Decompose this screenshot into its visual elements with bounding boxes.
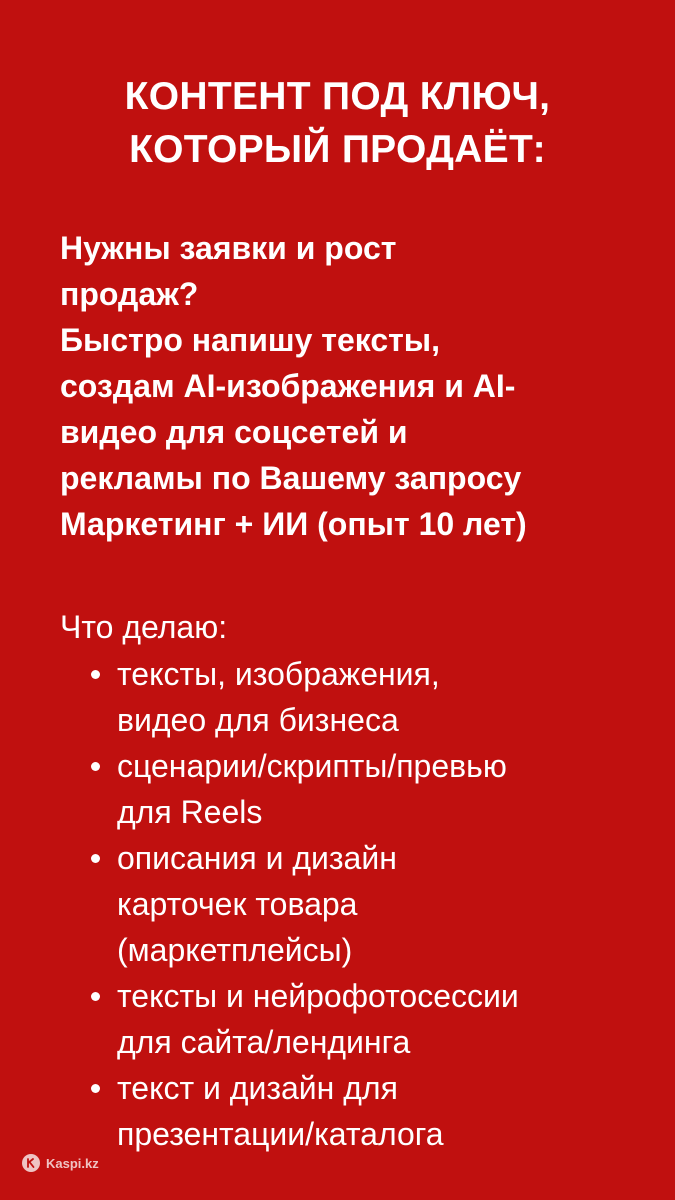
bullet-icon xyxy=(91,670,100,679)
bullet-icon xyxy=(91,854,100,863)
services-list xyxy=(88,651,648,1157)
intro-line: видео для соцсетей и xyxy=(60,414,408,450)
list-item-line: видео для бизнеса xyxy=(117,702,399,738)
intro-text xyxy=(60,225,650,547)
watermark-text: Kaspi.kz xyxy=(46,1155,99,1171)
list-item-line: для Reels xyxy=(117,794,263,830)
list-item-line: сценарии/скрипты/превью xyxy=(117,748,507,784)
services-label: Что делаю: xyxy=(60,609,228,645)
title-line-1: КОНТЕНТ ПОД КЛЮЧ, xyxy=(124,75,551,118)
list-item xyxy=(88,973,648,1065)
intro-line: рекламы по Вашему запросу xyxy=(60,460,522,496)
intro-line: Нужны заявки и рост xyxy=(60,230,397,266)
list-item-line: описания и дизайн xyxy=(117,840,397,876)
list-item-line: текст и дизайн для xyxy=(117,1070,398,1106)
watermark xyxy=(22,1152,99,1174)
intro-line: Маркетинг + ИИ (опыт 10 лет) xyxy=(60,506,527,542)
page-title xyxy=(40,70,635,176)
bullet-icon xyxy=(91,992,100,1001)
bullet-icon xyxy=(91,762,100,771)
list-item xyxy=(88,835,648,973)
list-item xyxy=(88,743,648,835)
list-item-line: тексты, изображения, xyxy=(117,656,440,692)
list-item xyxy=(88,651,648,743)
bullet-icon xyxy=(91,1084,100,1093)
list-item-line: для сайта/лендинга xyxy=(117,1024,411,1060)
intro-line: продаж? xyxy=(60,276,199,312)
list-item-line: (маркетплейсы) xyxy=(117,932,353,968)
list-item-line: тексты и нейрофотосессии xyxy=(117,978,519,1014)
list-item-line: карточек товара xyxy=(117,886,358,922)
list-item-line: презентации/каталога xyxy=(117,1116,444,1152)
intro-line: создам AI-изображения и AI- xyxy=(60,368,516,404)
kaspi-logo-icon xyxy=(22,1154,40,1172)
intro-line: Быстро напишу тексты, xyxy=(60,322,441,358)
title-line-2: КОТОРЫЙ ПРОДАЁТ: xyxy=(129,128,546,171)
list-item xyxy=(88,1065,648,1157)
